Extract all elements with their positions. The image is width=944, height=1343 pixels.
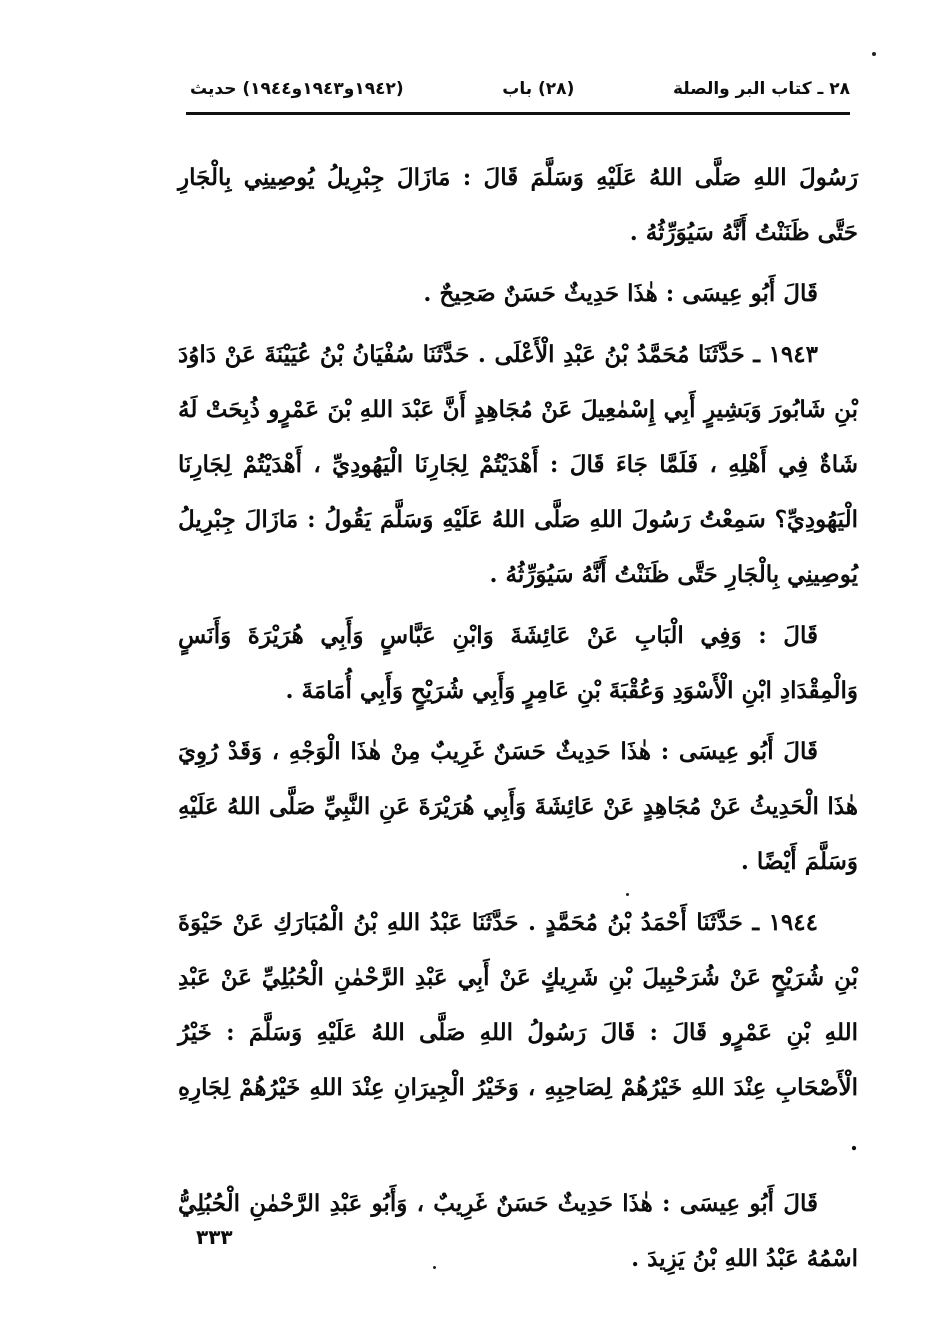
header-chapter-number: (٢٨) باب bbox=[502, 79, 575, 99]
scan-speck bbox=[872, 52, 876, 56]
header-rule bbox=[186, 112, 850, 115]
paragraph-grading-1942: قَالَ أَبُو عِيسَى : هٰذَا حَدِيثٌ حَسَنٌ صَحِيحٌ . bbox=[423, 280, 818, 307]
scan-speck bbox=[433, 1266, 436, 1269]
running-header bbox=[190, 72, 850, 106]
paragraph-hadith-continuation: رَسُولَ اللهِ صَلَّى اللهُ عَلَيْهِ وَسَلَّمَ قَالَ : مَازَالَ جِبْرِيلُ يُوصِينِي بِالْجَارِ حَتَّى ظَنَنْتُ أَنَّهُ سَيُوَرِّثُهُ . bbox=[178, 164, 858, 246]
scan-speck bbox=[626, 893, 629, 896]
paragraph-grading-1944: قَالَ أَبُو عِيسَى : هٰذَا حَدِيثٌ حَسَنٌ غَرِيبٌ ، وَأَبُو عَبْدِ الرَّحْمٰنِ الْحُبُلِيُّ اسْمُهُ عَبْدُ اللهِ بْنُ يَزِيدَ . bbox=[178, 1190, 858, 1272]
page-body bbox=[178, 150, 858, 1292]
header-book-title: ٢٨ ـ كتاب البر والصلة bbox=[672, 79, 850, 99]
paragraph-grading-1943: قَالَ أَبُو عِيسَى : هٰذَا حَدِيثٌ حَسَنٌ غَرِيبٌ مِنْ هٰذَا الْوَجْهِ ، وَقَدْ رُوِيَ هٰذَا الْحَدِيثُ عَنْ مُجَاهِدٍ عَنْ عَائِشَةَ وَأَبِي هُرَيْرَةَ عَنِ النَّبِيِّ صَلَّى اللهُ عَلَيْهِ وَسَلَّمَ أَيْضًا . bbox=[178, 738, 858, 875]
paragraph-hadith-1944: ١٩٤٤ ـ حَدَّثَنَا أَحْمَدُ بْنُ مُحَمَّدٍ . حَدَّثَنَا عَبْدُ اللهِ بْنُ الْمُبَارَكِ عَنْ حَيْوَةَ بْنِ شُرَيْحٍ عَنْ شُرَحْبِيلَ بْنِ شَرِيكٍ عَنْ أَبِي عَبْدِ الرَّحْمٰنِ الْحُبُلِيِّ عَنْ عَبْدِ اللهِ بْنِ عَمْرٍو قَالَ : قَالَ رَسُولُ اللهِ صَلَّى اللهُ عَلَيْهِ وَسَلَّمَ : خَيْرُ الْأَصْحَابِ عِنْدَ اللهِ خَيْرُهُمْ لِصَاحِبِهِ ، وَخَيْرُ الْجِيرَانِ عِنْدَ اللهِ خَيْرُهُمْ لِجَارِهِ . bbox=[178, 909, 858, 1156]
header-hadith-range: (١٩٤٢و١٩٤٣و١٩٤٤) حديث bbox=[190, 79, 404, 99]
paragraph-hadith-1943: ١٩٤٣ ـ حَدَّثَنَا مُحَمَّدُ بْنُ عَبْدِ الْأَعْلَى . حَدَّثَنَا سُفْيَانُ بْنُ عُيَيْنَةَ عَنْ دَاوُدَ بْنِ شَابُورَ وَبَشِيرٍ أَبِي إِسْمٰعِيلَ عَنْ مُجَاهِدٍ أَنَّ عَبْدَ اللهِ بْنَ عَمْرٍو ذُبِحَتْ لَهُ شَاةٌ فِي أَهْلِهِ ، فَلَمَّا جَاءَ قَالَ : أَهْدَيْتُمْ لِجَارِنَا الْيَهُودِيِّ ، أَهْدَيْتُمْ لِجَارِنَا الْيَهُودِيِّ؟ سَمِعْتُ رَسُولَ اللهِ صَلَّى اللهُ عَلَيْهِ وَسَلَّمَ يَقُولُ : مَازَالَ جِبْرِيلُ يُوصِينِي بِالْجَارِ حَتَّى ظَنَنْتُ أَنَّهُ سَيُوَرِّثُهُ . bbox=[178, 341, 858, 588]
page-number: ٣٣٣ bbox=[196, 1225, 233, 1249]
paragraph-chapter-references: قَالَ : وَفِي الْبَابِ عَنْ عَائِشَةَ وَابْنِ عَبَّاسٍ وَأَبِي هُرَيْرَةَ وَأَنَسٍ وَالْمِقْدَادِ ابْنِ الْأَسْوَدِ وَعُقْبَةَ بْنِ عَامِرٍ وَأَبِي شُرَيْحٍ وَأَبِي أُمَامَةَ . bbox=[178, 622, 858, 704]
